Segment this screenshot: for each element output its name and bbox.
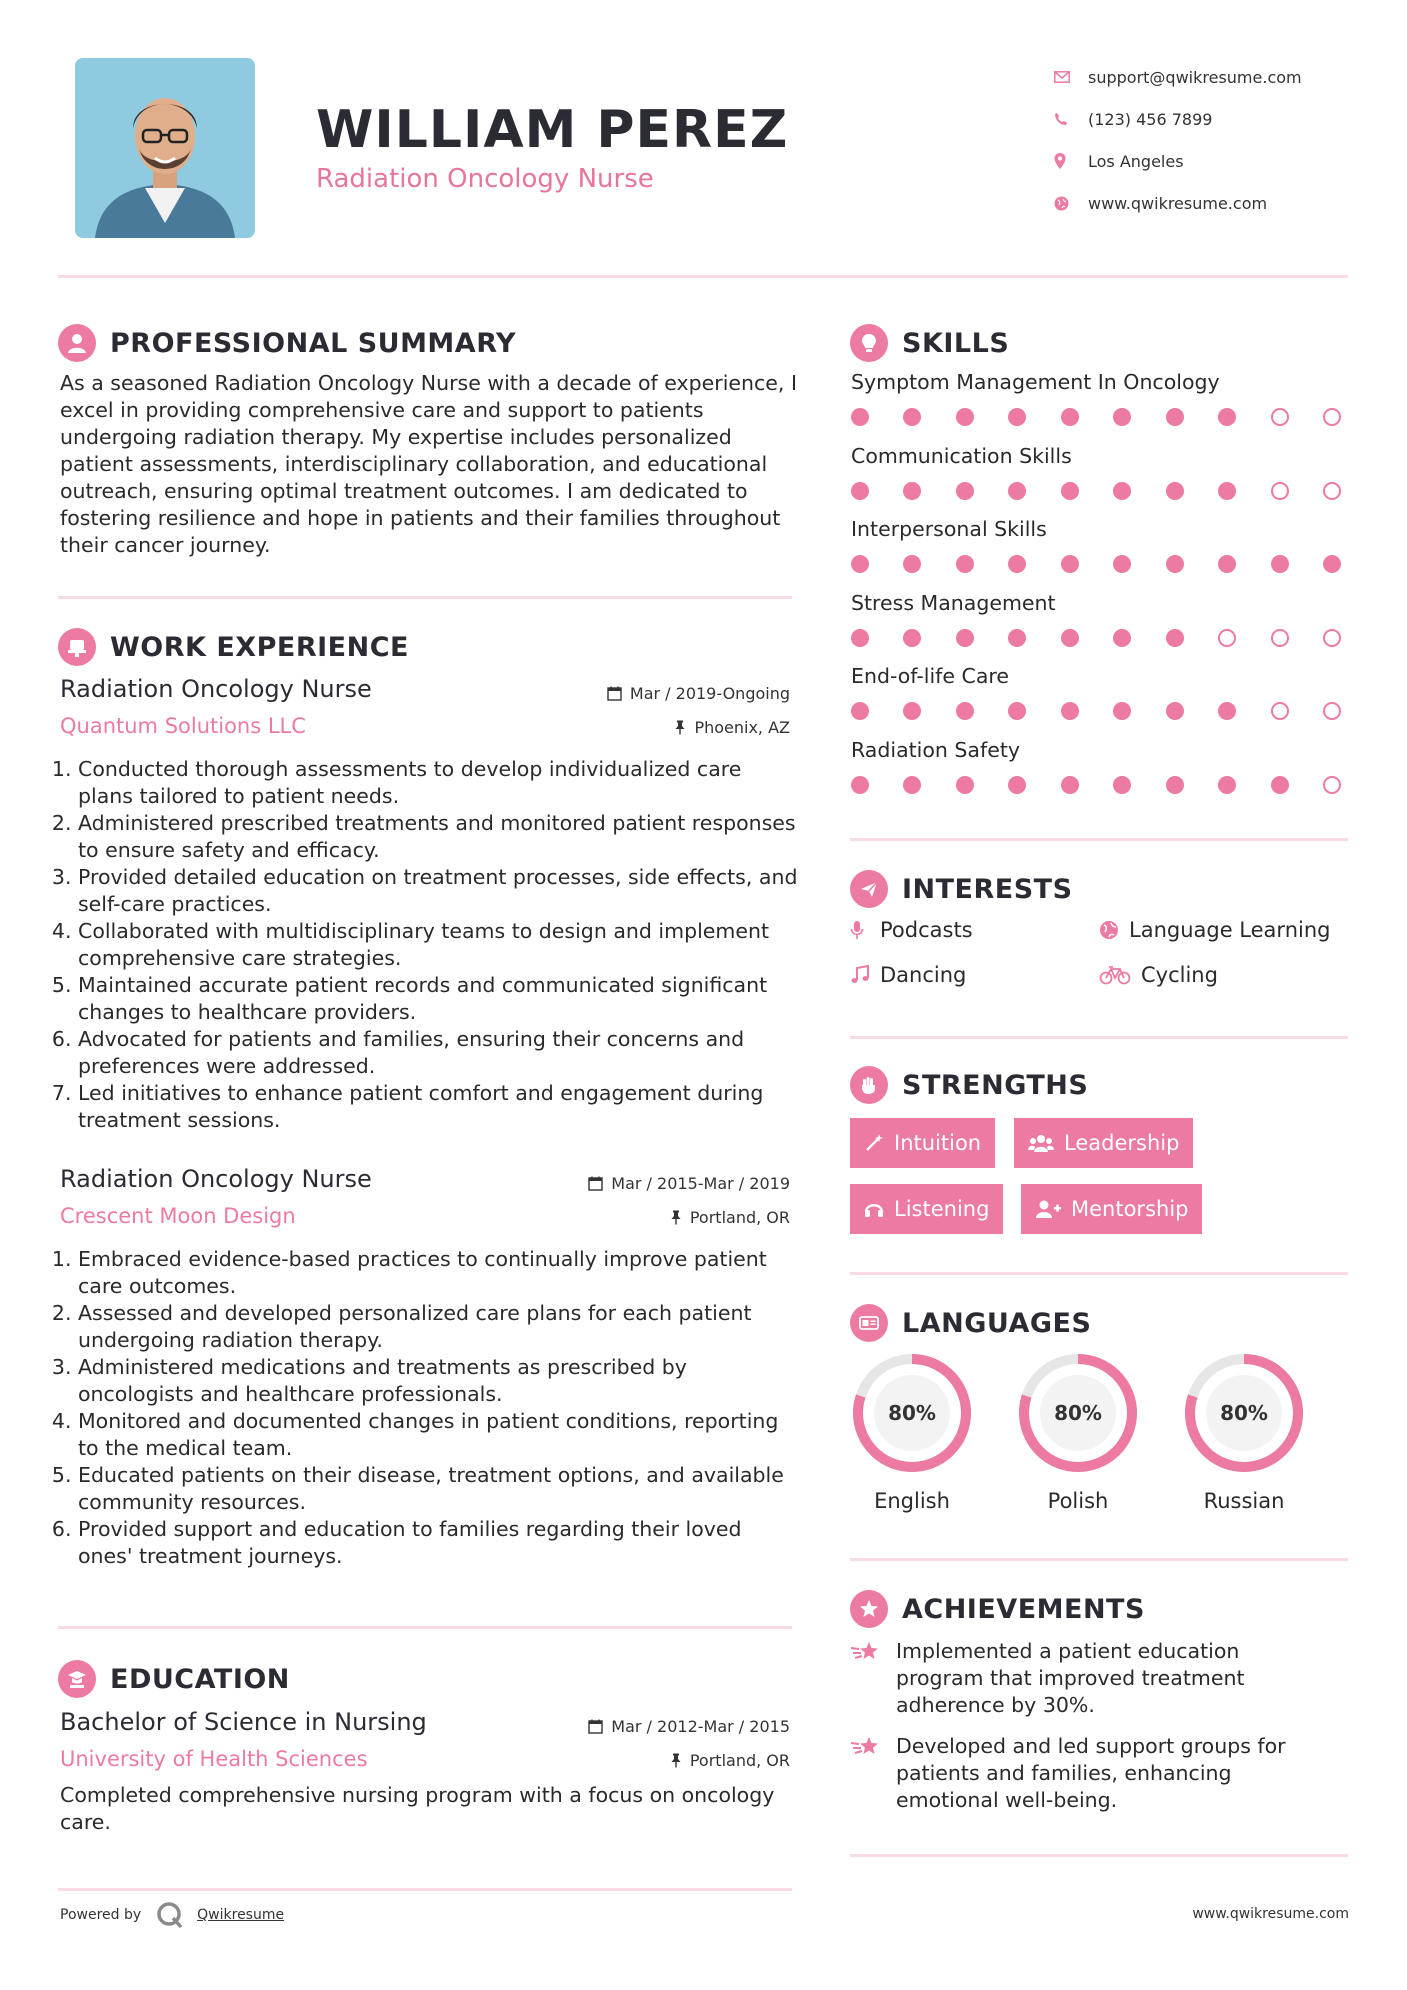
star-badge-icon <box>850 1590 888 1628</box>
rating-dot-filled <box>1218 482 1236 500</box>
pin-icon <box>670 1753 682 1768</box>
language-ring <box>1182 1351 1306 1475</box>
rating-dot-filled <box>851 776 869 794</box>
interest-label: Language Learning <box>1129 918 1331 942</box>
language-ring <box>850 1351 974 1475</box>
rating-dot-filled <box>903 408 921 426</box>
email-text[interactable]: support@qwikresume.com <box>1088 67 1302 87</box>
rating-dot-empty <box>1271 408 1289 426</box>
rating-dot-filled <box>1008 776 1026 794</box>
rating-dot-filled <box>1218 555 1236 573</box>
strength-label: Intuition <box>894 1131 982 1155</box>
rating-dot-filled <box>1166 408 1184 426</box>
achievement-1 <box>850 1638 1306 1719</box>
pin-icon <box>674 720 686 735</box>
rating-dot-filled <box>1271 555 1289 573</box>
interest-podcasts <box>850 918 973 942</box>
skill-name: Symptom Management In Oncology <box>851 370 1220 394</box>
job-location-text-1: Phoenix, AZ <box>694 718 790 737</box>
skill-rating <box>851 629 1341 647</box>
strength-label: Mentorship <box>1071 1197 1189 1221</box>
interest-label: Cycling <box>1141 963 1218 987</box>
job-dates-1 <box>480 684 790 703</box>
rating-dot-filled <box>903 482 921 500</box>
rating-dot-filled <box>1061 629 1079 647</box>
envelope-icon <box>1050 71 1088 83</box>
job-dates-2 <box>480 1174 790 1193</box>
rating-dot-filled <box>1166 482 1184 500</box>
rating-dot-filled <box>1061 776 1079 794</box>
languages-title: LANGUAGES <box>902 1307 1092 1339</box>
language-percent: 80% <box>1054 1401 1102 1425</box>
shooting-star-icon <box>850 1733 896 1814</box>
skill-rating <box>851 482 1341 500</box>
rating-dot-empty <box>1323 702 1341 720</box>
calendar-icon <box>588 1719 603 1734</box>
rating-dot-filled <box>903 555 921 573</box>
job-title-2: Radiation Oncology Nurse <box>60 1165 372 1193</box>
education-divider <box>58 1888 792 1891</box>
list-item: 7. Led initiatives to enhance patient comfort and engagement during treatment sessions. <box>78 1080 799 1134</box>
phone-text: (123) 456 7899 <box>1088 109 1213 129</box>
language-item <box>1182 1351 1306 1513</box>
language-percent: 80% <box>888 1401 936 1425</box>
list-item: 4. Monitored and documented changes in patient conditions, reporting to the medical team. <box>78 1408 799 1462</box>
education-location <box>480 1751 790 1770</box>
footer-powered-by <box>60 1900 284 1930</box>
skill-name: Radiation Safety <box>851 737 1020 762</box>
rating-dot-filled <box>956 629 974 647</box>
degree-title: Bachelor of Science in Nursing <box>60 1708 427 1736</box>
rating-dot-filled <box>956 482 974 500</box>
candidate-title: Radiation Oncology Nurse <box>316 164 654 194</box>
summary-title: PROFESSIONAL SUMMARY <box>110 327 517 359</box>
qwikresume-link[interactable]: Qwikresume <box>197 1907 285 1923</box>
summary-heading <box>58 324 516 362</box>
rating-dot-filled <box>1061 555 1079 573</box>
interests-title: INTERESTS <box>902 873 1073 905</box>
headphones-icon <box>864 1199 884 1219</box>
rating-dot-filled <box>1218 702 1236 720</box>
language-name: English <box>874 1489 950 1513</box>
education-location-text: Portland, OR <box>689 1751 790 1770</box>
rating-dot-filled <box>1061 408 1079 426</box>
list-item: 5. Maintained accurate patient records and communicated significant changes to healthcare providers. <box>78 972 799 1026</box>
language-name: Polish <box>1047 1489 1109 1513</box>
languages-divider <box>850 1558 1348 1561</box>
strengths-heading <box>850 1066 1088 1104</box>
bicycle-icon <box>1099 965 1141 985</box>
calendar-icon <box>607 686 622 701</box>
education-heading <box>58 1660 290 1698</box>
interest-label: Podcasts <box>880 918 973 942</box>
strengths-title: STRENGTHS <box>902 1069 1089 1101</box>
education-dates <box>480 1717 790 1736</box>
user-plus-icon <box>1035 1199 1061 1219</box>
contact-block <box>1050 56 1380 224</box>
contact-location <box>1050 140 1380 182</box>
list-item: 3. Administered medications and treatments as prescribed by oncologists and healthcare professionals. <box>78 1354 799 1408</box>
skills-title: SKILLS <box>902 327 1010 359</box>
job-bullets-1 <box>54 756 799 1134</box>
job-location-1 <box>480 718 790 737</box>
contact-website <box>1050 182 1380 224</box>
music-icon <box>850 965 880 985</box>
rating-dot-filled <box>851 702 869 720</box>
rating-dot-filled <box>1061 702 1079 720</box>
summary-text: As a seasoned Radiation Oncology Nurse with a decade of experience, I excel in providing comprehensive care and support to patients undergoing radiation therapy. My expertise includes personalized patient assessments, interdisciplinary collaboration, and educational outreach, ensuring optimal treatment outcomes. I am dedicated to fostering resilience and hope in patients and their families throughout their cancer journey. <box>60 371 797 557</box>
rating-dot-filled <box>851 629 869 647</box>
rating-dot-empty <box>1323 408 1341 426</box>
skill-rating <box>851 776 1341 794</box>
job-company-1: Quantum Solutions LLC <box>60 714 306 738</box>
languages-heading <box>850 1304 1091 1342</box>
job-location-text-2: Portland, OR <box>689 1208 790 1227</box>
rating-dot-filled <box>1218 776 1236 794</box>
globe-icon <box>1050 196 1088 211</box>
job-bullets-2 <box>54 1246 799 1570</box>
list-item: 2. Administered prescribed treatments and monitored patient responses to ensure safety and efficacy. <box>78 810 799 864</box>
rating-dot-filled <box>1008 408 1026 426</box>
candidate-name: WILLIAM PEREZ <box>316 100 789 160</box>
profile-photo <box>75 58 255 238</box>
skills-heading <box>850 324 1009 362</box>
achievements-divider <box>850 1854 1348 1857</box>
list-item: 3. Provided detailed education on treatment processes, side effects, and self-care practices. <box>78 864 799 918</box>
experience-title: WORK EXPERIENCE <box>110 631 409 663</box>
language-item <box>1016 1351 1140 1513</box>
rating-dot-filled <box>903 629 921 647</box>
job-dates-text-2: Mar / 2015-Mar / 2019 <box>611 1174 790 1193</box>
job-dates-text-1: Mar / 2019-Ongoing <box>629 684 790 703</box>
list-item: 1. Embraced evidence-based practices to continually improve patient care outcomes. <box>78 1246 799 1300</box>
interests-divider <box>850 1036 1348 1039</box>
achievement-text: Developed and led support groups for patients and families, enhancing emotional well-being. <box>896 1734 1286 1812</box>
skill-name: Communication Skills <box>851 443 1072 468</box>
interest-label: Dancing <box>880 963 967 987</box>
rating-dot-filled <box>956 702 974 720</box>
list-item: 6. Provided support and education to families regarding their loved ones' treatment journeys. <box>78 1516 799 1570</box>
skill-name: Interpersonal Skills <box>851 517 1047 541</box>
education-dates-text: Mar / 2012-Mar / 2015 <box>611 1717 790 1736</box>
language-item <box>850 1351 974 1513</box>
rating-dot-empty <box>1218 629 1236 647</box>
fist-icon <box>850 1066 888 1104</box>
list-item: 2. Assessed and developed personalized care plans for each patient undergoing radiation therapy. <box>78 1300 799 1354</box>
strength-label: Leadership <box>1064 1131 1180 1155</box>
website-text[interactable]: www.qwikresume.com <box>1088 193 1268 213</box>
rating-dot-empty <box>1271 482 1289 500</box>
achievements-title: ACHIEVEMENTS <box>902 1593 1145 1625</box>
job-company-2: Crescent Moon Design <box>60 1204 296 1228</box>
education-text: Completed comprehensive nursing program with a focus on oncology care. <box>60 1783 775 1834</box>
paper-plane-icon <box>850 870 888 908</box>
list-item: 5. Educated patients on their disease, treatment options, and available community resources. <box>78 1462 799 1516</box>
skill-rating <box>851 555 1341 573</box>
contact-phone <box>1050 98 1380 140</box>
pin-icon <box>670 1210 682 1225</box>
magic-wand-icon <box>864 1133 884 1153</box>
lightbulb-icon <box>850 324 888 362</box>
rating-dot-filled <box>1008 555 1026 573</box>
qwikresume-logo-icon <box>155 1900 185 1930</box>
skill-name: Stress Management <box>851 590 1056 615</box>
education-title: EDUCATION <box>110 1663 290 1695</box>
interest-cycling <box>1099 963 1218 987</box>
job-title-1: Radiation Oncology Nurse <box>60 675 372 703</box>
rating-dot-filled <box>851 555 869 573</box>
strength-tag-listening <box>850 1184 1003 1234</box>
language-icon <box>850 1304 888 1342</box>
skills-divider <box>850 838 1348 841</box>
rating-dot-empty <box>1323 482 1341 500</box>
language-name: Russian <box>1203 1489 1285 1513</box>
location-text: Los Angeles <box>1088 151 1184 171</box>
rating-dot-filled <box>1323 555 1341 573</box>
language-ring <box>1016 1351 1140 1475</box>
calendar-icon <box>588 1176 603 1191</box>
summary-divider <box>58 596 792 599</box>
strength-tag-mentorship <box>1021 1184 1202 1234</box>
graduate-icon <box>58 1660 96 1698</box>
strength-label: Listening <box>894 1197 990 1221</box>
rating-dot-filled <box>1113 702 1131 720</box>
strengths-divider <box>850 1272 1348 1275</box>
rating-dot-filled <box>956 776 974 794</box>
rating-dot-filled <box>1166 702 1184 720</box>
user-icon <box>58 324 96 362</box>
interest-dancing <box>850 963 966 987</box>
rating-dot-filled <box>1113 482 1131 500</box>
interest-language-learning <box>1099 918 1330 942</box>
contact-email <box>1050 56 1380 98</box>
rating-dot-filled <box>1008 482 1026 500</box>
rating-dot-empty <box>1323 629 1341 647</box>
list-item: 4. Collaborated with multidisciplinary teams to design and implement comprehensive care strategies. <box>78 918 799 972</box>
rating-dot-filled <box>1166 776 1184 794</box>
globe-icon <box>1099 920 1129 940</box>
skill-rating <box>851 702 1341 720</box>
briefcase-icon <box>58 628 96 666</box>
microphone-icon <box>850 920 880 940</box>
list-item: 6. Advocated for patients and families, ensuring their concerns and preferences were addressed. <box>78 1026 799 1080</box>
rating-dot-filled <box>1166 555 1184 573</box>
rating-dot-filled <box>1008 702 1026 720</box>
rating-dot-filled <box>851 408 869 426</box>
rating-dot-filled <box>903 776 921 794</box>
rating-dot-filled <box>1061 482 1079 500</box>
achievement-text: Implemented a patient education program that improved treatment adherence by 30%. <box>896 1639 1245 1717</box>
header-divider <box>58 275 1348 278</box>
phone-icon <box>1050 112 1088 126</box>
job-location-2 <box>480 1208 790 1227</box>
rating-dot-filled <box>1113 776 1131 794</box>
experience-divider <box>58 1626 792 1629</box>
footer-website[interactable]: www.qwikresume.com <box>1192 1906 1349 1922</box>
users-icon <box>1028 1133 1054 1153</box>
shooting-star-icon <box>850 1638 896 1719</box>
rating-dot-empty <box>1271 702 1289 720</box>
achievements-heading <box>850 1590 1145 1628</box>
list-item: 1. Conducted thorough assessments to develop individualized care plans tailored to patient needs. <box>78 756 799 810</box>
rating-dot-empty <box>1271 629 1289 647</box>
rating-dot-filled <box>1271 776 1289 794</box>
rating-dot-filled <box>1113 555 1131 573</box>
rating-dot-filled <box>956 408 974 426</box>
skill-rating <box>851 408 1341 426</box>
rating-dot-filled <box>1166 629 1184 647</box>
rating-dot-filled <box>851 482 869 500</box>
language-percent: 80% <box>1220 1401 1268 1425</box>
interests-heading <box>850 870 1073 908</box>
strength-tag-leadership <box>1014 1118 1193 1168</box>
experience-heading <box>58 628 409 666</box>
strength-tag-intuition <box>850 1118 995 1168</box>
rating-dot-filled <box>1008 629 1026 647</box>
map-pin-icon <box>1050 153 1088 169</box>
achievement-2 <box>850 1733 1306 1814</box>
rating-dot-filled <box>1218 408 1236 426</box>
powered-by-text: Powered by <box>60 1907 142 1923</box>
skill-name: End-of-life Care <box>851 664 1009 688</box>
rating-dot-empty <box>1323 776 1341 794</box>
rating-dot-filled <box>1113 408 1131 426</box>
school-name: University of Health Sciences <box>60 1747 368 1771</box>
rating-dot-filled <box>956 555 974 573</box>
rating-dot-filled <box>1113 629 1131 647</box>
rating-dot-filled <box>903 702 921 720</box>
